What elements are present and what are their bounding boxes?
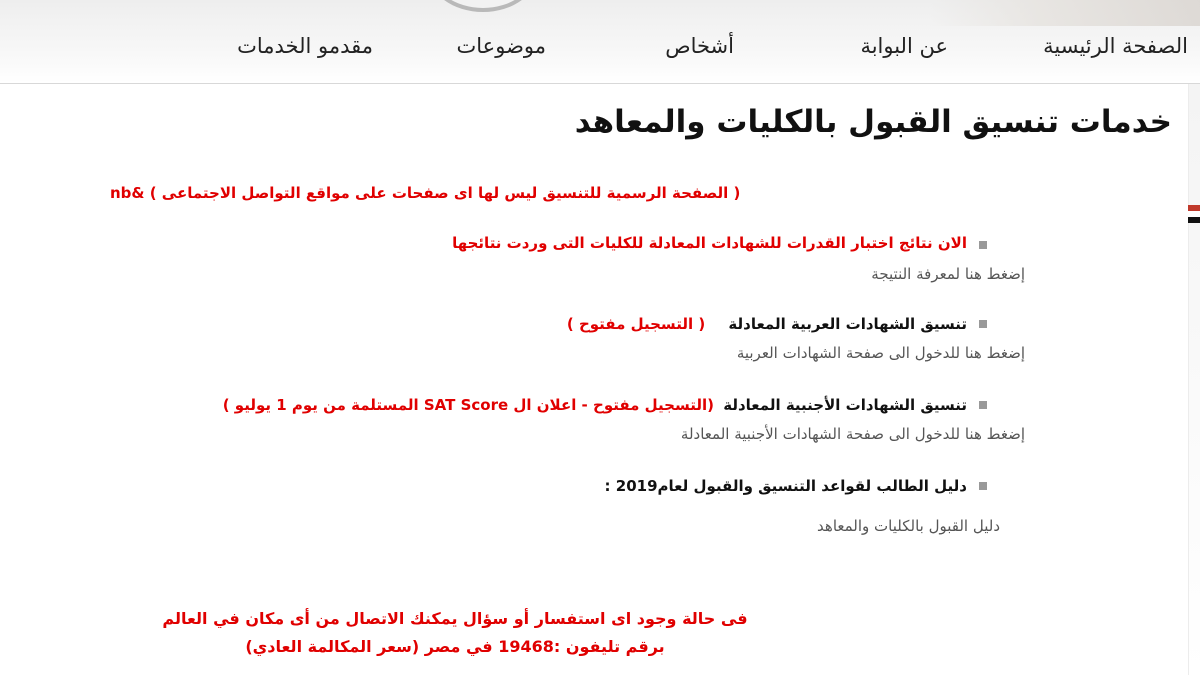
main-nav: [0, 34, 1200, 66]
contact-note: [155, 605, 755, 661]
bullet-icon: [979, 241, 987, 249]
nav-service-providers[interactable]: مقدمو الخدمات: [237, 34, 373, 58]
side-strip: [1188, 84, 1200, 675]
foreign-certificates-link[interactable]: إضغط هنا للدخول الى صفحة الشهادات الأجنبية المعادلة: [680, 425, 1025, 443]
admission-guide-link[interactable]: دليل القبول بالكليات والمعاهد: [817, 517, 1000, 535]
nav-about[interactable]: عن البوابة: [860, 34, 948, 58]
official-page-notice: ( الصفحة الرسمية للتنسيق ليس لها اى صفحات على مواقع التواصل الاجتماعى ) &nb: [110, 184, 741, 202]
item-heading: [567, 315, 967, 333]
item-heading: الان نتائج اختبار القدرات للشهادات المعادلة للكليات التى وردت نتائجها: [452, 234, 967, 252]
result-link[interactable]: إضغط هنا لمعرفة النتيجة: [871, 265, 1025, 283]
nav-topics[interactable]: موضوعات: [456, 34, 546, 58]
flag-icon: [1188, 205, 1200, 223]
item-heading-text: تنسيق الشهادات العربية المعادلة: [728, 315, 967, 333]
nav-people[interactable]: أشخاص: [665, 34, 734, 58]
nav-home[interactable]: الصفحة الرئيسية: [1043, 34, 1188, 58]
arab-certificates-link[interactable]: إضغط هنا للدخول الى صفحة الشهادات العربية: [736, 344, 1025, 362]
contact-note-line2: برقم تليفون :19468 في مصر (سعر المكالمة العادي): [245, 637, 665, 656]
registration-status: ( التسجيل مفتوح ): [566, 315, 706, 333]
bullet-icon: [979, 482, 987, 490]
contact-note-line1: فى حالة وجود اى استفسار أو سؤال يمكنك الاتصال من أى مكان في العالم: [162, 609, 748, 628]
registration-status: (التسجيل مفتوح - اعلان ال SAT Score المستلمة من يوم 1 يوليو ): [222, 396, 714, 414]
bullet-icon: [979, 401, 987, 409]
banner-image: [930, 0, 1200, 26]
top-navigation-bar: [0, 0, 1200, 84]
page-title: خدمات تنسيق القبول بالكليات والمعاهد: [574, 104, 1172, 140]
item-heading: دليل الطالب لقواعد التنسيق والقبول لعام2019 :: [604, 477, 967, 495]
bullet-icon: [979, 320, 987, 328]
item-heading: [223, 396, 967, 414]
portal-logo[interactable]: [428, 0, 538, 12]
item-heading-text: تنسيق الشهادات الأجنبية المعادلة: [723, 396, 967, 414]
